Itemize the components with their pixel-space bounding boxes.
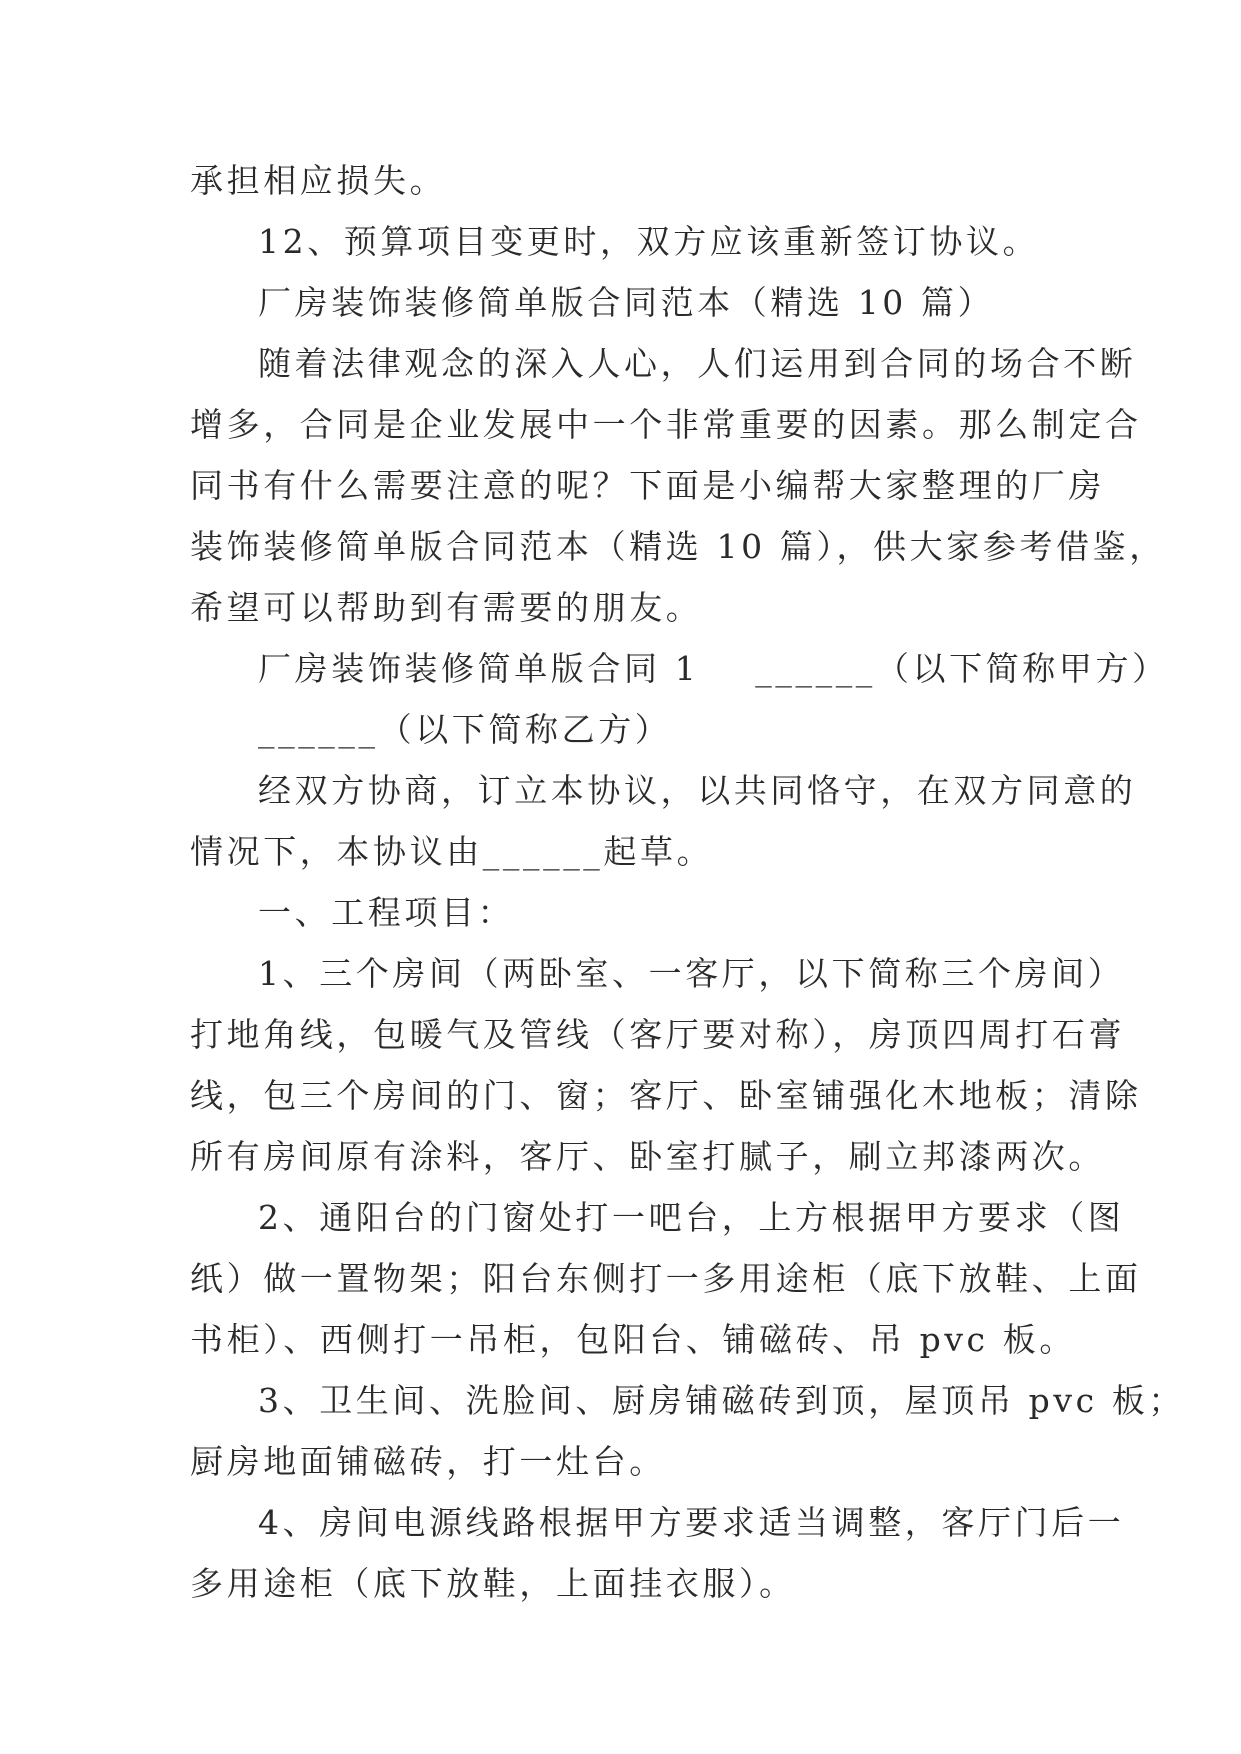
text-line: 厨房地面铺磁砖，打一灶台。	[190, 1442, 666, 1481]
text-line: 3、卫生间、洗脸间、厨房铺磁砖到顶，屋顶吊 pvc 板；	[258, 1381, 1186, 1420]
document-body	[190, 150, 1186, 1614]
contract-heading-title: 厂房装饰装修简单版合同 1	[258, 649, 700, 688]
text-line: 2、通阳台的门窗处打一吧台，上方根据甲方要求（图	[258, 1198, 1125, 1237]
text-line: 4、房间电源线路根据甲方要求适当调整，客厅门后一	[258, 1503, 1125, 1542]
contract-heading	[190, 638, 1169, 699]
text-line: 所有房间原有涂料，客厅、卧室打腻子，刷立邦漆两次。	[190, 1137, 1105, 1176]
party-b-line: ______（以下简称乙方）	[258, 710, 672, 749]
text-line: 多用途柜（底下放鞋，上面挂衣服）。	[190, 1564, 796, 1603]
text-line: 承担相应损失。	[190, 161, 447, 200]
text-line: 打地角线，包暖气及管线（客厅要对称），房顶四周打石膏	[190, 1015, 1126, 1054]
text-line: 装饰装修简单版合同范本（精选 10 篇），供大家参考借鉴，	[190, 527, 1166, 566]
text-line: 1、三个房间（两卧室、一客厅，以下简称三个房间）	[258, 954, 1125, 993]
text-line: 随着法律观念的深入人心，人们运用到合同的场合不断	[258, 344, 1137, 383]
text-line: 经双方协商，订立本协议，以共同恪守，在双方同意的	[258, 771, 1137, 810]
article-title: 厂房装饰装修简单版合同范本（精选 10 篇）	[258, 283, 995, 322]
text-line: 希望可以帮助到有需要的朋友。	[190, 588, 703, 627]
text-line: 12、预算项目变更时，双方应该重新签订协议。	[258, 222, 1040, 261]
text-line: 线，包三个房间的门、窗；客厅、卧室铺强化木地板；清除	[190, 1076, 1142, 1115]
section-heading: 一、工程项目：	[258, 893, 515, 932]
text-line: 纸）做一置物架；阳台东侧打一多用途柜（底下放鞋、上面	[190, 1259, 1142, 1298]
text-line: 增多，合同是企业发展中一个非常重要的因素。那么制定合	[190, 405, 1142, 444]
text-line: 书柜）、西侧打一吊柜，包阳台、铺磁砖、吊 pvc 板。	[190, 1320, 1076, 1359]
text-line: 情况下，本协议由______起草。	[190, 832, 714, 871]
party-a-line: ______（以下简称甲方）	[755, 649, 1169, 688]
text-line: 同书有什么需要注意的呢？下面是小编帮大家整理的厂房	[190, 466, 1105, 505]
